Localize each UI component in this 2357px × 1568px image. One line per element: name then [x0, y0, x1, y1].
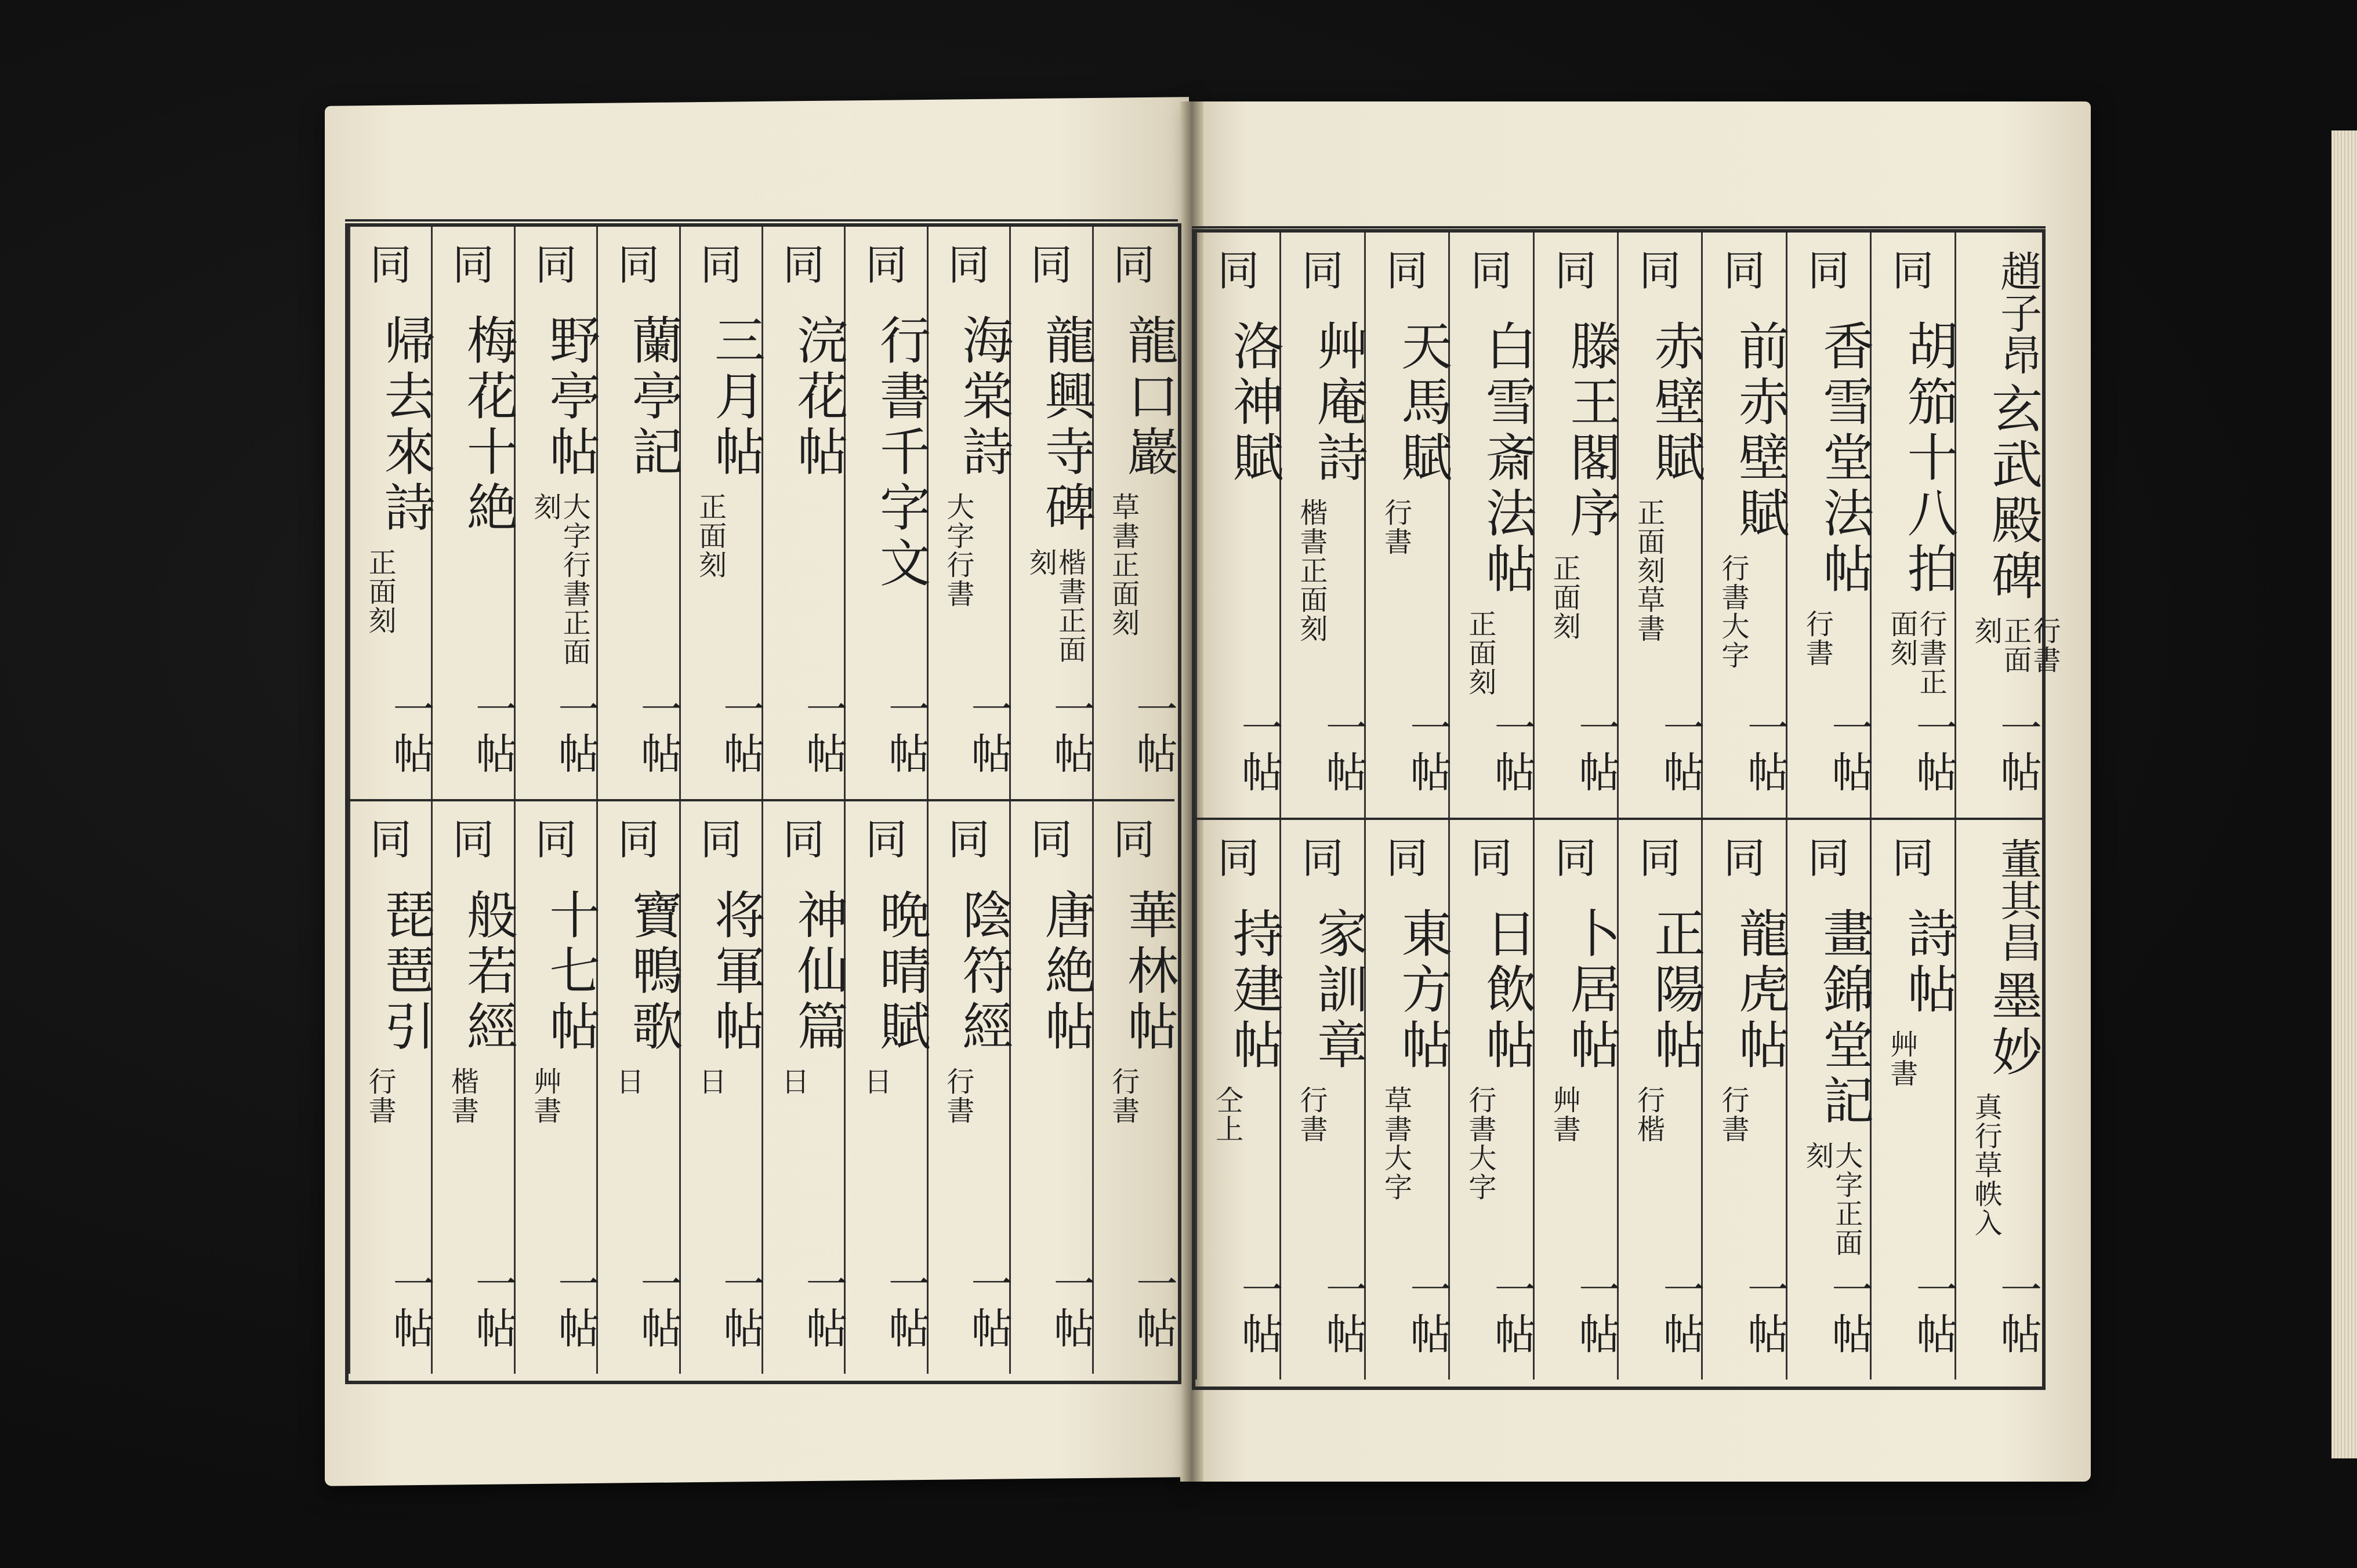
entry-quantity: 一帖 — [1825, 706, 1874, 794]
entry-title: 龍虎帖 — [1730, 907, 1790, 1074]
entry-title: 十七帖 — [541, 888, 601, 1055]
entry-note: 行楷 — [1632, 1086, 1665, 1144]
entry-author: 同 — [865, 815, 908, 864]
entry-title: 神仙篇 — [789, 888, 849, 1055]
entry-title: 龍口巖 — [1119, 314, 1179, 481]
left-bottom-grid — [349, 801, 1179, 1374]
left-top-entry — [514, 227, 601, 799]
entry-note: 行書 — [1295, 1086, 1328, 1144]
entry-title: 艸庵詩 — [1308, 320, 1369, 487]
entry-title: 家訓章 — [1308, 907, 1369, 1074]
entry-note: 正面刻 — [694, 492, 727, 579]
entry-note: 行書 — [1379, 498, 1412, 556]
entry-note: 日 — [777, 1067, 810, 1096]
entry-title: 寶鴨歌 — [623, 888, 684, 1055]
entry-quantity: 一帖 — [1046, 688, 1096, 776]
entry-author: 同 — [948, 241, 990, 289]
entry-note: 正面刻 — [364, 548, 397, 635]
entry-quantity: 一帖 — [881, 1262, 930, 1351]
entry-quantity: 一帖 — [1740, 1268, 1789, 1356]
entry-title: 将軍帖 — [706, 888, 767, 1055]
entry-author: 同 — [782, 815, 825, 864]
entry-note: 行書大字 — [1717, 554, 1749, 670]
entry-author: 同 — [1217, 246, 1260, 295]
entry-note: 大字行書正面刻 — [528, 492, 591, 666]
entry-author: 同 — [1892, 834, 1934, 883]
left-top-entry — [1092, 227, 1179, 799]
entry-note: 行書 — [1107, 1067, 1140, 1125]
entry-quantity: 一帖 — [1993, 706, 2042, 794]
entry-quantity: 一帖 — [1403, 1268, 1452, 1356]
entry-author: 同 — [865, 241, 908, 289]
entry-author: 同 — [1301, 834, 1344, 883]
left-top-entry — [927, 227, 1014, 799]
entry-quantity: 一帖 — [1825, 1268, 1874, 1356]
entry-quantity: 一帖 — [386, 1262, 435, 1351]
entry-quantity: 一帖 — [1740, 706, 1789, 794]
left-bottom-entry — [1092, 801, 1179, 1374]
entry-quantity: 一帖 — [1572, 706, 1621, 794]
right-bottom-entry — [1870, 820, 1959, 1380]
entry-author: 同 — [617, 241, 659, 289]
entry-note: 日 — [859, 1067, 892, 1096]
entry-title: 正陽帖 — [1646, 907, 1706, 1074]
left-bottom-entry — [596, 801, 684, 1374]
entry-author: 同 — [1892, 246, 1934, 295]
entry-author: 同 — [452, 241, 495, 289]
entry-note: 大字正面刻 — [1801, 1141, 1863, 1257]
right-top-entry — [1617, 233, 1706, 818]
entry-author: 同 — [369, 241, 412, 289]
entry-note: 行書大字 — [1463, 1086, 1496, 1202]
entry-title: 前赤壁賦 — [1730, 320, 1790, 542]
entry-note: 日 — [611, 1067, 644, 1096]
entry-note: 正面刻 — [1548, 554, 1581, 641]
entry-title: 胡笳十八拍 — [1899, 320, 1959, 598]
entry-title: 海棠詩 — [954, 314, 1014, 481]
entry-author: 同 — [1723, 246, 1765, 295]
right-bottom-grid — [1195, 820, 2043, 1380]
entry-author: 同 — [1554, 246, 1597, 295]
entry-quantity: 一帖 — [468, 1262, 517, 1351]
entry-quantity: 一帖 — [799, 688, 848, 776]
entry-title: 墨妙 — [1983, 970, 2043, 1081]
entry-note: 行書 — [941, 1067, 974, 1125]
left-top-entry — [349, 227, 436, 799]
entry-quantity: 一帖 — [1234, 706, 1283, 794]
left-top-entry — [431, 227, 518, 799]
entry-author: 同 — [369, 815, 412, 864]
entry-note: 草書大字 — [1379, 1086, 1412, 1202]
entry-note: 行書正面刻 — [1970, 616, 2061, 674]
right-bottom-entry — [1195, 820, 1285, 1380]
entry-note: 正面刻草書 — [1632, 498, 1665, 643]
entry-quantity: 一帖 — [799, 1262, 848, 1351]
entry-author: 同 — [1030, 241, 1072, 289]
entry-author: 同 — [1723, 834, 1765, 883]
entry-quantity: 一帖 — [1656, 706, 1705, 794]
right-top-entry — [1701, 233, 1790, 818]
entry-quantity: 一帖 — [1403, 706, 1452, 794]
entry-note: 正面刻 — [1463, 609, 1496, 696]
entry-author: 同 — [1113, 241, 1155, 289]
entry-author: 同 — [948, 815, 990, 864]
entry-title: 畫錦堂記 — [1815, 907, 1875, 1130]
entry-quantity: 一帖 — [1909, 1268, 1958, 1356]
entry-quantity: 一帖 — [633, 1262, 683, 1351]
entry-author: 同 — [1217, 834, 1260, 883]
entry-author: 同 — [452, 815, 495, 864]
entry-title: 卜居帖 — [1562, 907, 1622, 1074]
right-bottom-entry — [1364, 820, 1453, 1380]
left-bottom-entry — [431, 801, 518, 1374]
entry-author: 同 — [1301, 246, 1344, 295]
left-bottom-entry — [514, 801, 601, 1374]
entry-author: 同 — [1386, 834, 1428, 883]
entry-quantity: 一帖 — [1318, 706, 1368, 794]
left-bottom-entry — [762, 801, 849, 1374]
right-bottom-entry — [1279, 820, 1369, 1380]
entry-author: 董其昌 — [1993, 837, 2042, 963]
entry-author: 同 — [1808, 834, 1850, 883]
entry-quantity: 一帖 — [1572, 1268, 1621, 1356]
entry-note: 草書正面刻 — [1107, 492, 1140, 637]
right-top-entry — [1364, 233, 1453, 818]
right-top-entry — [1870, 233, 1959, 818]
entry-title: 赤壁賦 — [1646, 320, 1706, 487]
left-top-entry — [844, 227, 931, 799]
entry-note: 行書 — [1801, 609, 1834, 667]
right-bottom-entry — [1701, 820, 1790, 1380]
entry-author: 同 — [535, 815, 577, 864]
entry-title: 晩晴賦 — [871, 888, 931, 1055]
left-bottom-entry — [927, 801, 1014, 1374]
entry-note: 真行草帙入 — [1970, 1092, 2003, 1237]
entry-title: 蘭亭記 — [623, 314, 684, 481]
entry-quantity: 一帖 — [716, 688, 766, 776]
entry-author: 同 — [700, 241, 742, 289]
entry-note: 艸書 — [1548, 1086, 1581, 1144]
entry-title: 洛神賦 — [1224, 320, 1285, 487]
left-bottom-entry — [1009, 801, 1097, 1374]
right-top-entry — [1195, 233, 1285, 818]
entry-note: 大字行書 — [941, 492, 974, 608]
right-top-grid — [1195, 233, 2061, 818]
entry-quantity: 一帖 — [1909, 706, 1958, 794]
entry-title: 持建帖 — [1224, 907, 1285, 1074]
entry-quantity: 一帖 — [881, 688, 930, 776]
entry-author: 同 — [1554, 834, 1597, 883]
right-top-entry — [1533, 233, 1622, 818]
right-top-entry — [1448, 233, 1538, 818]
left-top-entry — [1009, 227, 1097, 799]
right-top-entry — [1955, 233, 2061, 818]
entry-title: 浣花帖 — [789, 314, 849, 481]
right-bottom-entry — [1786, 820, 1875, 1380]
entry-quantity: 一帖 — [1487, 706, 1536, 794]
entry-quantity: 一帖 — [964, 688, 1013, 776]
left-top-grid — [349, 227, 1179, 799]
entry-author: 同 — [617, 815, 659, 864]
entry-author: 同 — [782, 241, 825, 289]
left-bottom-entry — [844, 801, 931, 1374]
entry-quantity: 一帖 — [551, 688, 600, 776]
right-bottom-entry — [1533, 820, 1622, 1380]
left-top-rule — [345, 219, 1178, 222]
entry-title: 帰去來詩 — [376, 314, 436, 536]
entry-title: 華林帖 — [1119, 888, 1179, 1055]
entry-title: 玄武殿碑 — [1983, 382, 2043, 605]
entry-note: 行書正面刻 — [1885, 609, 1948, 696]
entry-title: 唐絶帖 — [1036, 888, 1097, 1055]
entry-author: 同 — [1808, 246, 1850, 295]
entry-quantity: 一帖 — [1487, 1268, 1536, 1356]
entry-quantity: 一帖 — [1129, 1262, 1178, 1351]
right-bottom-entry — [1617, 820, 1706, 1380]
entry-quantity: 一帖 — [1656, 1268, 1705, 1356]
entry-title: 龍興寺碑 — [1036, 314, 1097, 536]
right-top-rule — [1192, 226, 2046, 228]
left-bottom-entry — [349, 801, 436, 1374]
entry-author: 同 — [700, 815, 742, 864]
entry-note: 日 — [694, 1067, 727, 1096]
entry-note: 楷書正面刻 — [1295, 498, 1328, 643]
entry-note: 仝上 — [1210, 1086, 1243, 1144]
entry-title: 琵琶引 — [376, 888, 436, 1055]
entry-quantity: 一帖 — [1318, 1268, 1368, 1356]
left-top-entry — [762, 227, 849, 799]
entry-title: 三月帖 — [706, 314, 767, 481]
entry-note: 楷書 — [446, 1067, 479, 1125]
right-top-entry — [1786, 233, 1875, 818]
entry-title: 滕王閣序 — [1562, 320, 1622, 542]
entry-author: 趙子昂 — [1993, 250, 2042, 375]
entry-quantity: 一帖 — [1129, 688, 1178, 776]
entry-quantity: 一帖 — [964, 1262, 1013, 1351]
entry-note: 行書 — [1717, 1086, 1749, 1144]
entry-title: 日飲帖 — [1477, 907, 1538, 1074]
entry-author: 同 — [1113, 815, 1155, 864]
right-bottom-entry — [1448, 820, 1538, 1380]
entry-author: 同 — [1470, 834, 1513, 883]
entry-author: 同 — [1639, 246, 1681, 295]
page-edges — [2331, 130, 2357, 1458]
entry-note: 楷書正面刻 — [1024, 548, 1086, 664]
entry-author: 同 — [1386, 246, 1428, 295]
entry-title: 行書千字文 — [871, 314, 931, 592]
right-top-entry — [1279, 233, 1369, 818]
entry-note: 艸書 — [1885, 1030, 1918, 1088]
right-bottom-entry — [1955, 820, 2043, 1380]
entry-title: 天馬賦 — [1393, 320, 1453, 487]
entry-quantity: 一帖 — [1234, 1268, 1283, 1356]
entry-title: 野亭帖 — [541, 314, 601, 481]
left-top-entry — [596, 227, 684, 799]
entry-quantity: 一帖 — [1046, 1262, 1096, 1351]
entry-quantity: 一帖 — [386, 688, 435, 776]
entry-note: 艸書 — [528, 1067, 561, 1125]
entry-quantity: 一帖 — [1993, 1268, 2042, 1356]
entry-title: 般若經 — [458, 888, 518, 1055]
entry-note: 行書 — [364, 1067, 397, 1125]
entry-author: 同 — [1030, 815, 1072, 864]
entry-title: 東方帖 — [1393, 907, 1453, 1074]
entry-title: 香雪堂法帖 — [1815, 320, 1875, 598]
left-top-entry — [679, 227, 767, 799]
left-bottom-entry — [679, 801, 767, 1374]
entry-title: 白雪斎法帖 — [1477, 320, 1538, 598]
entry-quantity: 一帖 — [716, 1262, 766, 1351]
entry-title: 陰符經 — [954, 888, 1014, 1055]
entry-author: 同 — [535, 241, 577, 289]
entry-title: 梅花十絶 — [458, 314, 518, 536]
entry-quantity: 一帖 — [468, 688, 517, 776]
entry-author: 同 — [1470, 246, 1513, 295]
entry-author: 同 — [1639, 834, 1681, 883]
entry-quantity: 一帖 — [551, 1262, 600, 1351]
entry-quantity: 一帖 — [633, 688, 683, 776]
entry-title: 詩帖 — [1899, 907, 1959, 1018]
